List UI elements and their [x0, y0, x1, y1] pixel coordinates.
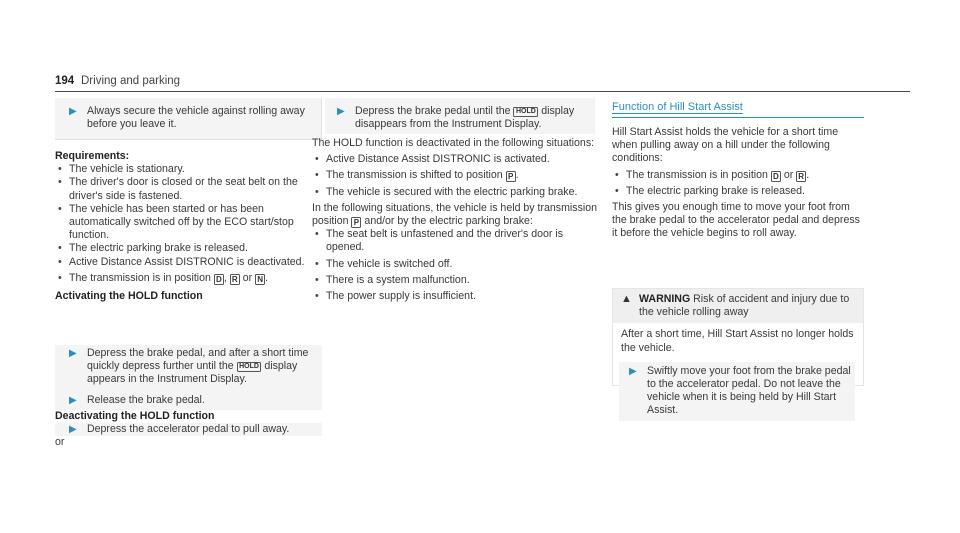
- step-text: Swiftly move your foot from the brake pedal to the accelerator pedal. Do not leave the vehicle when it is being held by Hill Start Assist.: [647, 364, 851, 417]
- step-arrow-icon: ▶: [337, 106, 345, 117]
- list-item: • The driver's door is closed or the seat belt on the driver's side is fastened.: [55, 176, 325, 202]
- gear-r-icon: R: [230, 274, 240, 285]
- step-item: [69, 423, 322, 436]
- section-title: Driving and parking: [81, 75, 181, 87]
- release-step: [325, 98, 595, 134]
- step-item: [69, 347, 322, 387]
- activate-steps: [55, 345, 322, 410]
- activating-heading: Activating the HOLD function: [55, 290, 203, 303]
- warning-step: [619, 362, 855, 421]
- hill-start-intro: Hill Start Assist holds the vehicle for a short time when pulling away on a hill under the following conditions:: [612, 126, 839, 165]
- section-heading: Function of Hill Start Assist: [612, 101, 743, 113]
- requirements-list: [55, 163, 325, 285]
- deactivate-step: [55, 423, 322, 436]
- hold-display-icon: HOLD: [237, 362, 262, 372]
- step-text: Depress the accelerator pedal to pull away.: [87, 423, 290, 436]
- hill-start-outro: This gives you enough time to move your foot from the brake pedal to the accelerator pedal and depress it before the vehicle begins to roll away.: [612, 201, 860, 240]
- step-text: Depress the brake pedal, and after a short time quickly depress further until the: [87, 347, 309, 373]
- step-arrow-icon: ▶: [69, 106, 77, 117]
- warning-box: [612, 288, 864, 417]
- or-text: or: [242, 271, 253, 284]
- or-text: or: [55, 436, 65, 449]
- transmission-prefix: The transmission is in position: [69, 271, 211, 284]
- held-intro-text: and/or by the electric parking brake:: [364, 215, 533, 228]
- gear-r-icon: R: [796, 171, 806, 182]
- warning-text: Risk of accident and injury due to the vehicle rolling away: [639, 293, 850, 319]
- period: .: [515, 169, 519, 182]
- step-item: [337, 105, 595, 131]
- warning-body: [613, 323, 863, 420]
- heading-rule: [612, 117, 864, 118]
- list-item: • The power supply is insufficient.: [312, 290, 597, 303]
- period: .: [265, 271, 269, 284]
- step-item: [629, 365, 855, 418]
- warning-triangle-icon: ▲: [621, 293, 632, 305]
- list-item: • The vehicle has been started or has been automatically switched off by the ECO start/stop function.: [55, 203, 325, 243]
- gear-p-icon: P: [506, 171, 516, 182]
- gear-n-icon: N: [255, 274, 265, 285]
- list-item: • The vehicle is stationary.: [55, 163, 325, 176]
- held-intro-text: In the following situations, the vehicle is held by transmission position: [312, 201, 598, 228]
- held-list: [312, 228, 597, 303]
- requirements-heading: Requirements:: [55, 150, 130, 162]
- gear-p-icon: P: [351, 217, 361, 228]
- deactivated-list: [312, 153, 597, 199]
- step-arrow-icon: ▶: [629, 365, 637, 377]
- list-item: • Active Distance Assist DISTRONIC is activated.: [312, 153, 597, 166]
- gear-d-icon: D: [771, 171, 781, 182]
- list-item: • The seat belt is unfastened and the driver's door is opened.: [312, 228, 597, 254]
- gear-d-icon: D: [214, 274, 224, 285]
- held-intro: [312, 202, 597, 228]
- step-arrow-icon: ▶: [69, 424, 77, 436]
- step-arrow-icon: ▶: [69, 348, 77, 359]
- step-text: Always secure the vehicle against rolling away before you leave it.: [87, 105, 305, 131]
- column-1: [55, 150, 325, 303]
- list-item: • The vehicle is switched off.: [312, 258, 597, 271]
- list-item-text: The transmission is shifted to position: [326, 169, 503, 182]
- step-text: Release the brake pedal.: [87, 393, 205, 406]
- list-item: [55, 272, 325, 285]
- secure-vehicle-note: [55, 98, 322, 140]
- column-3: [612, 101, 864, 114]
- page-number: 194: [55, 75, 75, 87]
- list-item-text: The transmission is in position: [626, 168, 768, 181]
- list-item: • The electric parking brake is released.: [55, 242, 325, 255]
- step-item: [69, 105, 321, 131]
- period: .: [806, 168, 810, 181]
- step-arrow-icon: ▶: [69, 394, 77, 406]
- conditions-list: [612, 169, 864, 198]
- deactivating-block: [55, 410, 325, 450]
- warning-label: WARNING: [639, 293, 691, 305]
- step-text: display disappears from the Instrument Display.: [355, 105, 575, 131]
- page-header: [55, 74, 910, 92]
- hold-display-icon: HOLD: [513, 107, 538, 117]
- list-item: • Active Distance Assist DISTRONIC is deactivated.: [55, 256, 325, 269]
- deactivating-heading: Deactivating the HOLD function: [55, 410, 215, 422]
- list-item: [312, 169, 597, 182]
- warning-body-text: After a short time, Hill Start Assist no longer holds the vehicle.: [621, 328, 854, 354]
- step-text: display appears in the Instrument Display.: [87, 360, 298, 386]
- warning-header: [613, 289, 863, 323]
- deactivated-intro: The HOLD function is deactivated in the following situations:: [312, 137, 595, 149]
- step-item: [69, 394, 322, 407]
- hill-start-content: [612, 126, 864, 241]
- list-item: • There is a system malfunction.: [312, 274, 597, 287]
- column-2: [312, 137, 597, 303]
- or-text: or: [783, 168, 794, 181]
- list-item: • The vehicle is secured with the electric parking brake.: [312, 186, 597, 199]
- list-item: [612, 169, 864, 182]
- separator: ,: [223, 271, 227, 284]
- list-item: • The electric parking brake is released.: [612, 185, 864, 198]
- step-text: Depress the brake pedal until the: [355, 105, 511, 117]
